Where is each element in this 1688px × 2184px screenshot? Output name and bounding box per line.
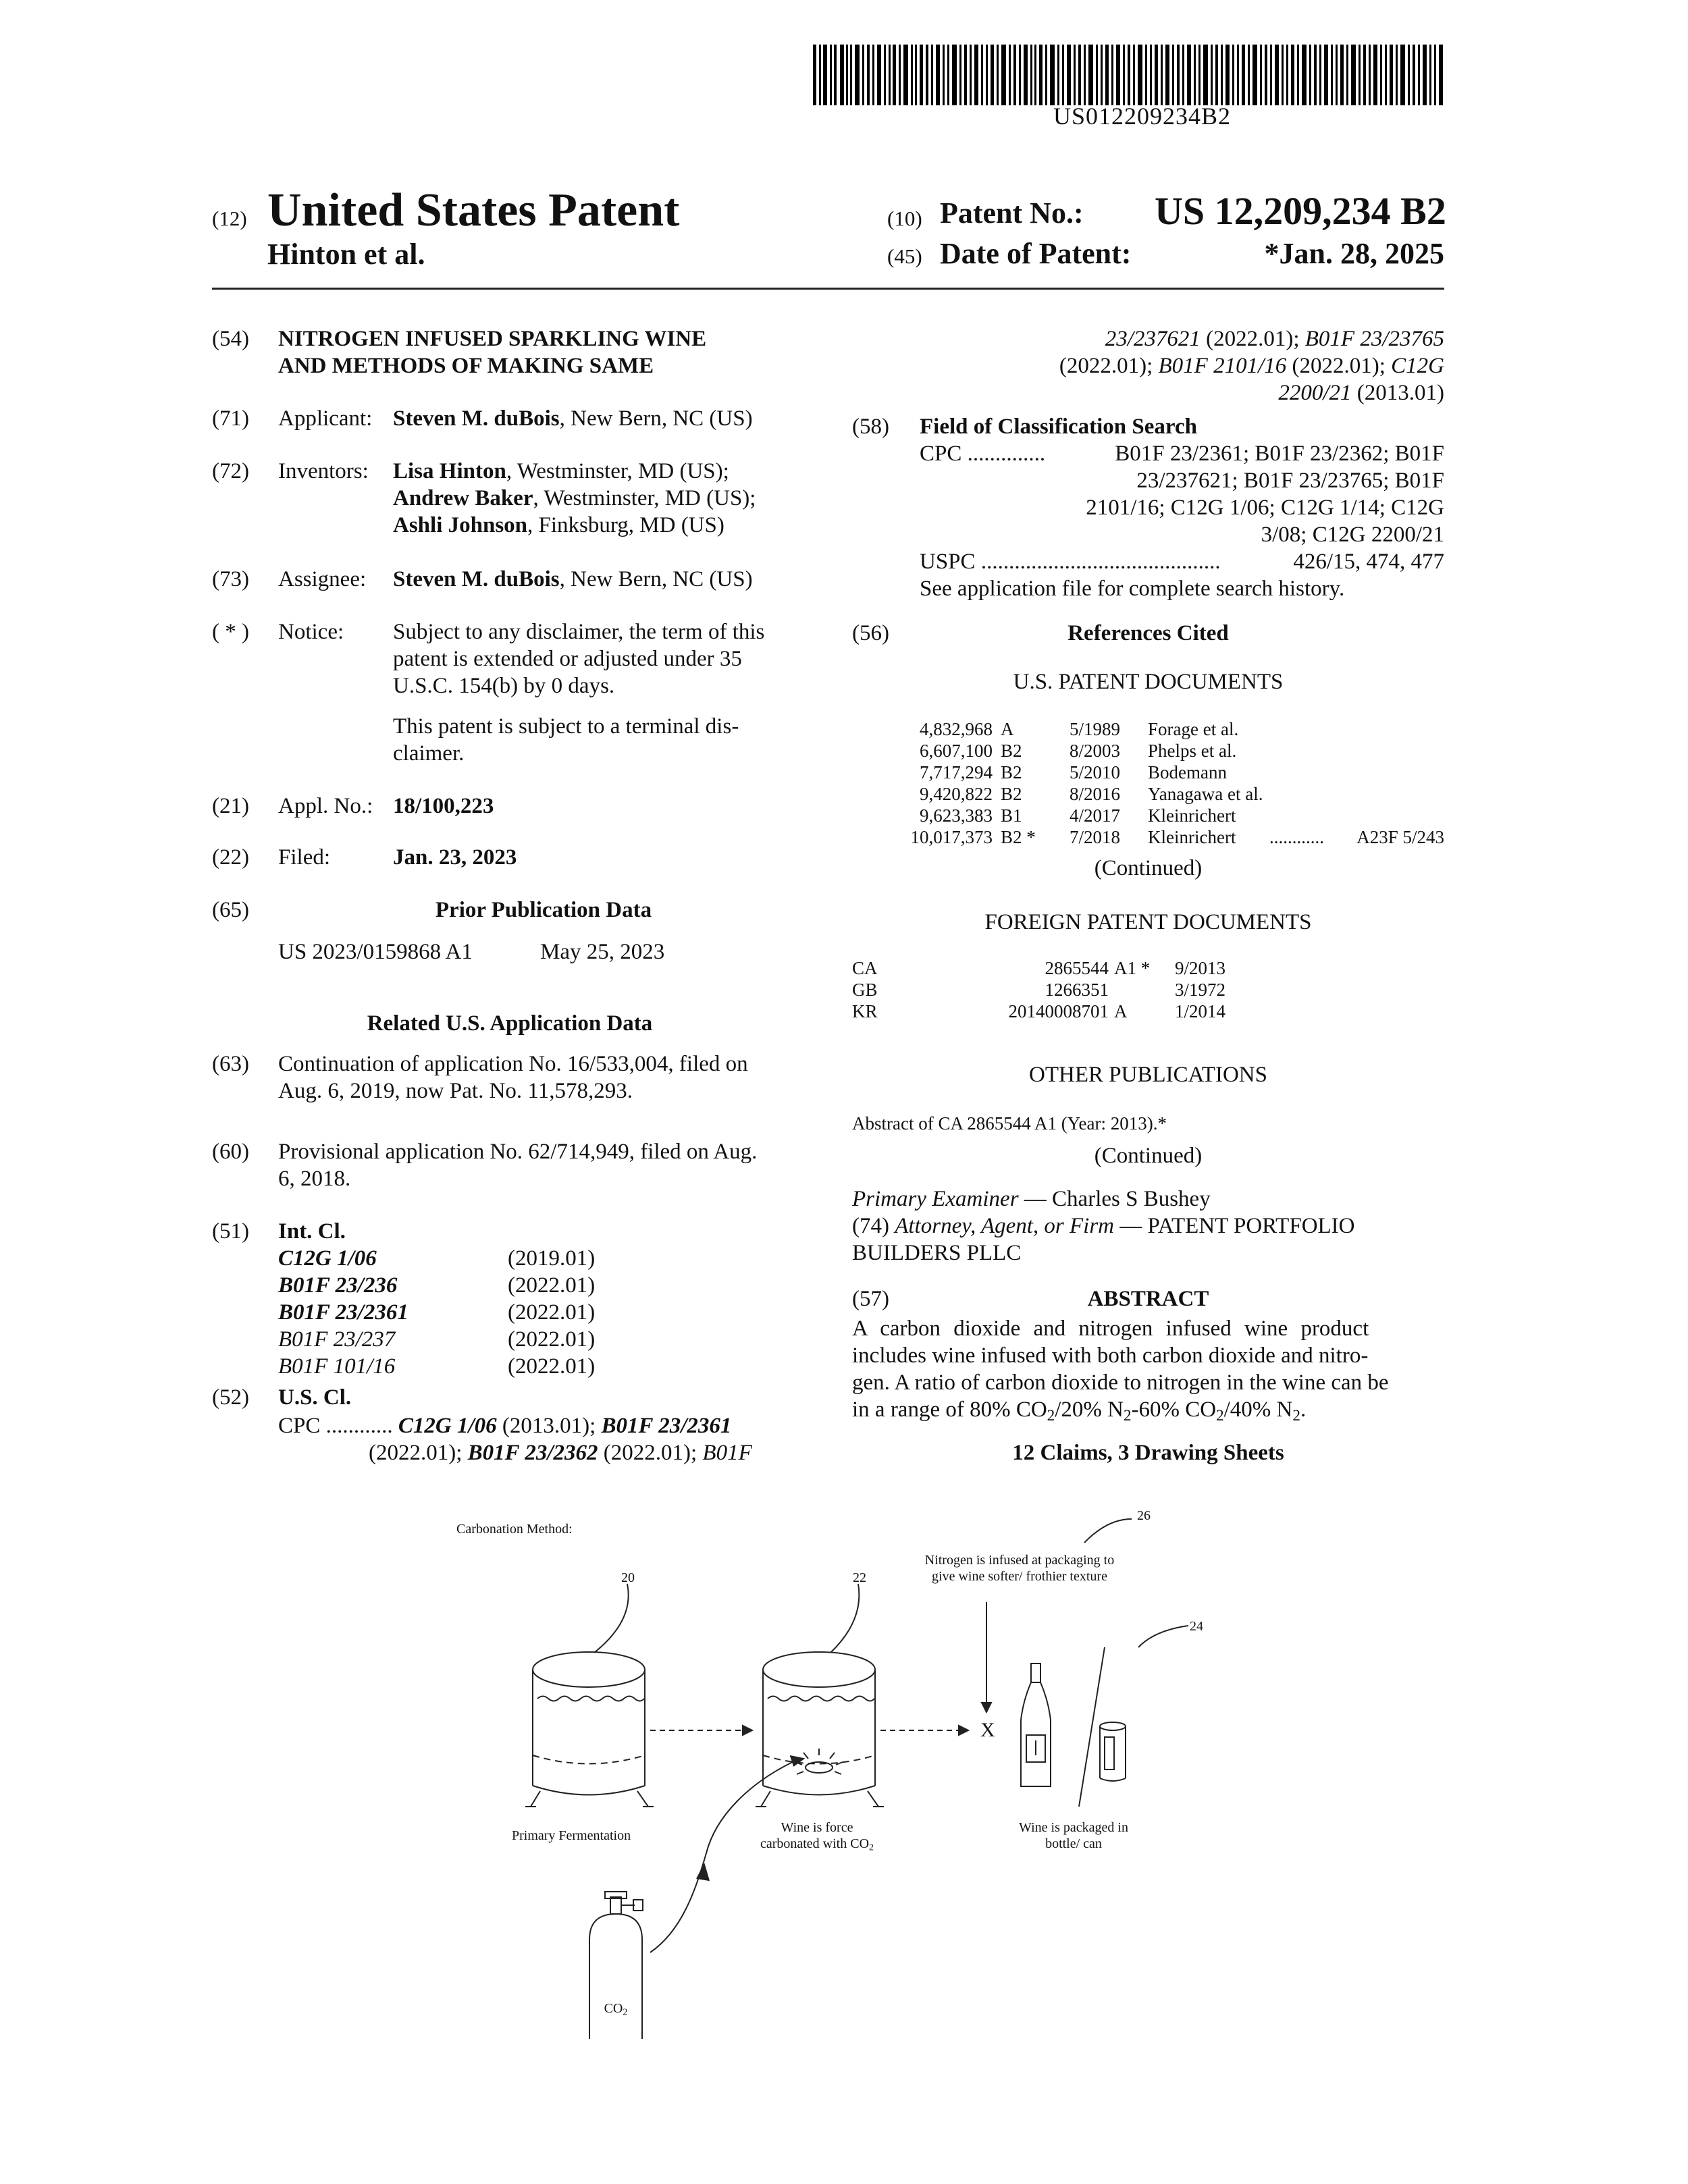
code-60: (60)	[212, 1140, 249, 1164]
fcs-line-1: B01F 23/2361; B01F 23/2362; B01F	[1115, 442, 1444, 466]
related-application-heading: Related U.S. Application Data	[367, 1011, 653, 1036]
patent-no-label: Patent No.:	[940, 196, 1084, 230]
foreign-doc-kind: A	[1114, 1001, 1128, 1021]
us-doc-date: 5/1989	[1070, 719, 1121, 739]
leader-22	[830, 1584, 859, 1653]
fcs-line-2: 23/237621; B01F 23/23765; B01F	[1136, 469, 1444, 493]
wine-bottle-icon	[1021, 1663, 1051, 1786]
primary-fermentation-label: Primary Fermentation	[512, 1828, 631, 1843]
co2-arrowhead-1	[697, 1865, 709, 1881]
code-58: (58)	[852, 415, 889, 439]
cpc-code-7: B01F 2101/16	[1158, 354, 1287, 378]
cpc-version-3: (2022.01);	[598, 1441, 703, 1465]
int-cl-version-5: (2022.01)	[508, 1354, 596, 1379]
co2-cylinder-label	[589, 2001, 643, 2017]
ref-20: 20	[621, 1570, 635, 1585]
nitrogen-note-line-2: give wine softer/ frothier texture	[932, 1569, 1107, 1584]
code-71: (71)	[212, 406, 249, 431]
uspc-label	[920, 548, 1221, 575]
foreign-doc-date: 3/1972	[1175, 980, 1226, 1000]
inventors-label: Inventors:	[278, 459, 369, 483]
code-21: (21)	[212, 794, 249, 818]
packaged-line-1: Wine is packaged in	[1019, 1820, 1128, 1835]
us-docs-continued: (Continued)	[1094, 856, 1203, 880]
header-divider	[212, 288, 1444, 290]
us-doc-dots: ............	[1269, 827, 1324, 847]
leader-20	[594, 1584, 629, 1653]
abstract-line-3: gen. A ratio of carbon dioxide to nitrogen in the wine can be	[852, 1370, 1389, 1395]
code-22: (22)	[212, 845, 249, 870]
inventor-3-location: , Finksburg, MD (US)	[527, 513, 724, 537]
continuation-line-2: Aug. 6, 2019, now Pat. No. 11,578,293.	[278, 1079, 633, 1103]
cpc-code-2: B01F 23/2361	[601, 1414, 732, 1438]
applicant	[393, 405, 753, 432]
force-carbonated-line-1: Wine is force	[781, 1820, 853, 1835]
foreign-doc-date: 1/2014	[1175, 1001, 1226, 1021]
us-doc-name: Forage et al.	[1148, 719, 1239, 739]
us-doc-number: 10,017,373	[910, 827, 993, 847]
barcode-number: US012209234B2	[1053, 103, 1232, 130]
attorney-line-2: BUILDERS PLLC	[852, 1241, 1022, 1265]
us-doc-name: Yanagawa et al.	[1148, 784, 1263, 804]
co2-text: CO	[604, 2001, 623, 2016]
code-56: (56)	[852, 621, 889, 645]
code-63: (63)	[212, 1052, 249, 1076]
force-carbonated-line-2	[743, 1836, 891, 1852]
int-cl-version-1: (2019.01)	[508, 1246, 596, 1271]
foreign-doc-date: 9/2013	[1175, 958, 1226, 978]
int-cl-label: Int. Cl.	[278, 1219, 346, 1244]
inventor-1-location: , Westminster, MD (US);	[506, 459, 729, 483]
cpc-code-6: B01F 23/23765	[1304, 327, 1444, 351]
fcs-cpc-label-text: CPC	[920, 442, 962, 466]
us-cl-cpc-line-1	[278, 1412, 731, 1439]
int-cl-code-4: B01F 23/237	[278, 1327, 396, 1352]
cpc-code-9: 2200/21	[1278, 381, 1352, 405]
us-doc-date: 8/2016	[1070, 784, 1121, 804]
notice-label: Notice:	[278, 620, 344, 644]
cpc-continued-line-2	[1059, 352, 1444, 379]
figure-title: Carbonation Method:	[456, 1522, 573, 1537]
appl-no: 18/100,223	[393, 794, 494, 818]
assignee-location: , New Bern, NC (US)	[559, 567, 753, 591]
applicant-label: Applicant:	[278, 406, 373, 431]
carbonation-tank	[756, 1652, 884, 1807]
examiner-label: Primary Examiner	[852, 1187, 1019, 1211]
can-icon	[1100, 1722, 1126, 1781]
abstract-line-4-part-1: in a range of 80% CO	[852, 1397, 1047, 1422]
cpc-code-5: 23/237621	[1105, 327, 1201, 351]
provisional-line-2: 6, 2018.	[278, 1167, 351, 1191]
abstract-line-4	[852, 1396, 1306, 1423]
abstract-line-4-part-2: /20% N	[1055, 1397, 1124, 1422]
us-doc-date: 5/2010	[1070, 762, 1121, 782]
ref-24: 24	[1190, 1619, 1203, 1634]
abstract-line-4-part-5: .	[1300, 1397, 1307, 1422]
date-of-patent-label: Date of Patent:	[940, 237, 1132, 270]
ref-26: 26	[1137, 1508, 1151, 1523]
inventor-3	[393, 512, 724, 539]
sub-2: 2	[869, 1842, 874, 1853]
us-doc-name: Bodemann	[1148, 762, 1227, 782]
provisional-line-1: Provisional application No. 62/714,949, filed on Aug.	[278, 1140, 758, 1164]
code-notice: ( * )	[212, 620, 249, 644]
inventor-2-name: Andrew Baker	[393, 486, 533, 510]
cpc-version-2: (2022.01);	[369, 1441, 468, 1465]
notice-line-2: patent is extended or adjusted under 35	[393, 647, 742, 671]
code-72: (72)	[212, 459, 249, 483]
barcode-graphic	[813, 45, 1444, 105]
primary-examiner	[852, 1186, 1211, 1213]
cpc-label: CPC	[278, 1414, 321, 1438]
code-65: (65)	[212, 898, 249, 922]
us-doc-name: Kleinrichert	[1148, 827, 1236, 847]
filed-date: Jan. 23, 2023	[393, 845, 517, 870]
cpc-version-5: (2022.01);	[1200, 327, 1305, 351]
int-cl-version-3: (2022.01)	[508, 1300, 596, 1325]
notice-line-4: This patent is subject to a terminal dis-	[393, 714, 739, 739]
attorney-name-1: — PATENT PORTFOLIO	[1114, 1214, 1355, 1238]
int-cl-code-1: C12G 1/06	[278, 1246, 377, 1271]
assignee	[393, 566, 753, 593]
nitrogen-arrowhead	[982, 1703, 991, 1712]
applicant-location: , New Bern, NC (US)	[559, 406, 753, 431]
us-doc-class: A23F 5/243	[1356, 827, 1444, 847]
appl-no-label: Appl. No.:	[278, 794, 373, 818]
applicant-name: Steven M. duBois	[393, 406, 560, 431]
abstract-line-4-part-3: -60% CO	[1131, 1397, 1217, 1422]
abstract-line-1: A carbon dioxide and nitrogen infused wine product	[852, 1316, 1369, 1341]
authors: Hinton et al.	[267, 238, 425, 271]
sub-2: 2	[1216, 1406, 1224, 1424]
int-cl-code-2: B01F 23/236	[278, 1273, 398, 1298]
us-doc-number: 7,717,294	[920, 762, 993, 782]
inventor-1	[393, 458, 729, 485]
code-57: (57)	[852, 1287, 889, 1311]
us-doc-kind: B2	[1001, 784, 1022, 804]
flow-arrowhead-1	[743, 1726, 752, 1735]
leader-26	[1084, 1519, 1132, 1543]
int-cl-version-4: (2022.01)	[508, 1327, 596, 1352]
other-publications-continued: (Continued)	[1094, 1144, 1203, 1168]
abstract-line-2: includes wine infused with both carbon dioxide and nitro-	[852, 1343, 1369, 1368]
cpc-continued-line-3	[1278, 379, 1444, 406]
references-cited-heading: References Cited	[1067, 621, 1229, 645]
us-cl-label: U.S. Cl.	[278, 1385, 352, 1410]
inventor-2	[393, 485, 756, 512]
attorney-line-1	[852, 1213, 1355, 1240]
code-12: (12)	[212, 207, 247, 230]
other-publication-1: Abstract of CA 2865544 A1 (Year: 2013).*	[852, 1113, 1167, 1134]
patent-type-title: United States Patent	[267, 184, 680, 236]
us-doc-number: 6,607,100	[920, 741, 993, 761]
claims-and-sheets: 12 Claims, 3 Drawing Sheets	[1012, 1441, 1284, 1465]
int-cl-code-5: B01F 101/16	[278, 1354, 396, 1379]
abstract-line-4-part-4: /40% N	[1223, 1397, 1293, 1422]
code-51: (51)	[212, 1219, 249, 1244]
foreign-patent-documents-heading: FOREIGN PATENT DOCUMENTS	[984, 910, 1312, 934]
examiner-name: — Charles S Bushey	[1018, 1187, 1211, 1211]
uspc-label-text: USPC	[920, 550, 976, 574]
us-doc-name: Kleinrichert	[1148, 805, 1236, 826]
packaged-line-2: bottle/ can	[1045, 1836, 1102, 1851]
code-52: (52)	[212, 1385, 249, 1410]
uspc-value: 426/15, 474, 477	[1293, 550, 1444, 574]
us-doc-kind: B2 *	[1001, 827, 1036, 847]
code-54: (54)	[212, 327, 249, 351]
continuation-line-1: Continuation of application No. 16/533,004, filed on	[278, 1052, 748, 1076]
code-45: (45)	[887, 244, 922, 268]
invention-title-line-2: AND METHODS OF MAKING SAME	[278, 354, 654, 378]
int-cl-code-3: B01F 23/2361	[278, 1300, 408, 1325]
us-doc-name: Phelps et al.	[1148, 741, 1237, 761]
sub-2: 2	[623, 2007, 628, 2018]
sub-2: 2	[1123, 1406, 1132, 1424]
date-of-patent: *Jan. 28, 2025	[1264, 237, 1444, 270]
notice-line-5: claimer.	[393, 741, 465, 766]
flow-arrowhead-2	[959, 1726, 968, 1735]
abstract-heading: ABSTRACT	[1087, 1287, 1209, 1311]
invention-title-line-1: NITROGEN INFUSED SPARKLING WINE	[278, 327, 707, 351]
x-mark: X	[980, 1719, 995, 1741]
assignee-label: Assignee:	[278, 567, 367, 591]
notice-line-1: Subject to any disclaimer, the term of this	[393, 620, 765, 644]
barcode	[813, 45, 1444, 105]
nitrogen-note-line-1: Nitrogen is infused at packaging to	[924, 1553, 1115, 1568]
us-doc-kind: A	[1001, 719, 1014, 739]
patent-number: US 12,209,234 B2	[1155, 189, 1446, 233]
foreign-doc-number: 2865544	[1045, 958, 1109, 978]
cpc-version-6: (2022.01);	[1059, 354, 1159, 378]
us-cl-cpc-line-2	[369, 1439, 752, 1466]
us-patent-documents-heading: U.S. PATENT DOCUMENTS	[1013, 670, 1284, 694]
cpc-version-7: (2022.01);	[1286, 354, 1392, 378]
sub-2: 2	[1047, 1406, 1055, 1424]
cpc-continued-line-1	[1105, 325, 1444, 352]
cpc-version-1: (2013.01);	[496, 1414, 602, 1438]
fcs-line-3: 2101/16; C12G 1/06; C12G 1/14; C12G	[1086, 496, 1444, 520]
uspc-dots: ...........................................	[980, 550, 1221, 574]
other-publications-heading: OTHER PUBLICATIONS	[1029, 1063, 1267, 1087]
foreign-doc-number: 20140008701	[1008, 1001, 1109, 1021]
see-application: See application file for complete search history.	[920, 577, 1345, 601]
ref-22: 22	[853, 1570, 866, 1585]
prior-publication-number: US 2023/0159868 A1	[278, 940, 473, 964]
leader-24	[1138, 1626, 1188, 1647]
filed-label: Filed:	[278, 845, 331, 870]
assignee-name: Steven M. duBois	[393, 567, 560, 591]
fcs-line-4: 3/08; C12G 2200/21	[1261, 523, 1444, 547]
code-73: (73)	[212, 567, 249, 591]
field-of-search-heading: Field of Classification Search	[920, 415, 1197, 439]
us-doc-date: 4/2017	[1070, 805, 1121, 826]
prior-publication-date: May 25, 2023	[540, 940, 665, 964]
foreign-doc-country: GB	[852, 980, 878, 1000]
fcs-cpc-dots: ..............	[967, 442, 1046, 466]
cpc-code-4: B01F	[702, 1441, 752, 1465]
us-doc-kind: B1	[1001, 805, 1022, 826]
force-carbonated-text: carbonated with CO	[760, 1836, 870, 1851]
cpc-dots: ............	[325, 1414, 393, 1438]
attorney-label: Attorney, Agent, or Firm	[895, 1214, 1115, 1238]
int-cl-version-2: (2022.01)	[508, 1273, 596, 1298]
foreign-doc-country: CA	[852, 958, 878, 978]
fermentation-tank	[525, 1652, 654, 1807]
cpc-code-8: C12G	[1391, 354, 1444, 378]
us-doc-number: 4,832,968	[920, 719, 993, 739]
us-doc-kind: B2	[1001, 762, 1022, 782]
inventor-3-name: Ashli Johnson	[393, 513, 528, 537]
inventor-1-name: Lisa Hinton	[393, 459, 506, 483]
cpc-code-3: B01F 23/2362	[467, 1441, 598, 1465]
code-10: (10)	[887, 207, 922, 230]
us-doc-number: 9,420,822	[920, 784, 993, 804]
fcs-cpc-label	[920, 440, 1045, 467]
notice-line-3: U.S.C. 154(b) by 0 days.	[393, 674, 615, 698]
us-doc-number: 9,623,383	[920, 805, 993, 826]
sub-2: 2	[1292, 1406, 1300, 1424]
foreign-doc-kind: A1 *	[1114, 958, 1151, 978]
inventor-2-location: , Westminster, MD (US);	[533, 486, 756, 510]
us-doc-date: 7/2018	[1070, 827, 1121, 847]
foreign-doc-country: KR	[852, 1001, 878, 1021]
prior-publication-heading: Prior Publication Data	[435, 898, 652, 922]
cpc-version-9: (2013.01)	[1351, 381, 1444, 405]
foreign-doc-number: 1266351	[1045, 980, 1109, 1000]
cpc-code-1: C12G 1/06	[398, 1414, 497, 1438]
co2-cylinder-icon	[589, 1892, 643, 2039]
code-74: (74)	[852, 1214, 889, 1238]
us-doc-kind: B2	[1001, 741, 1022, 761]
us-doc-date: 8/2003	[1070, 741, 1121, 761]
